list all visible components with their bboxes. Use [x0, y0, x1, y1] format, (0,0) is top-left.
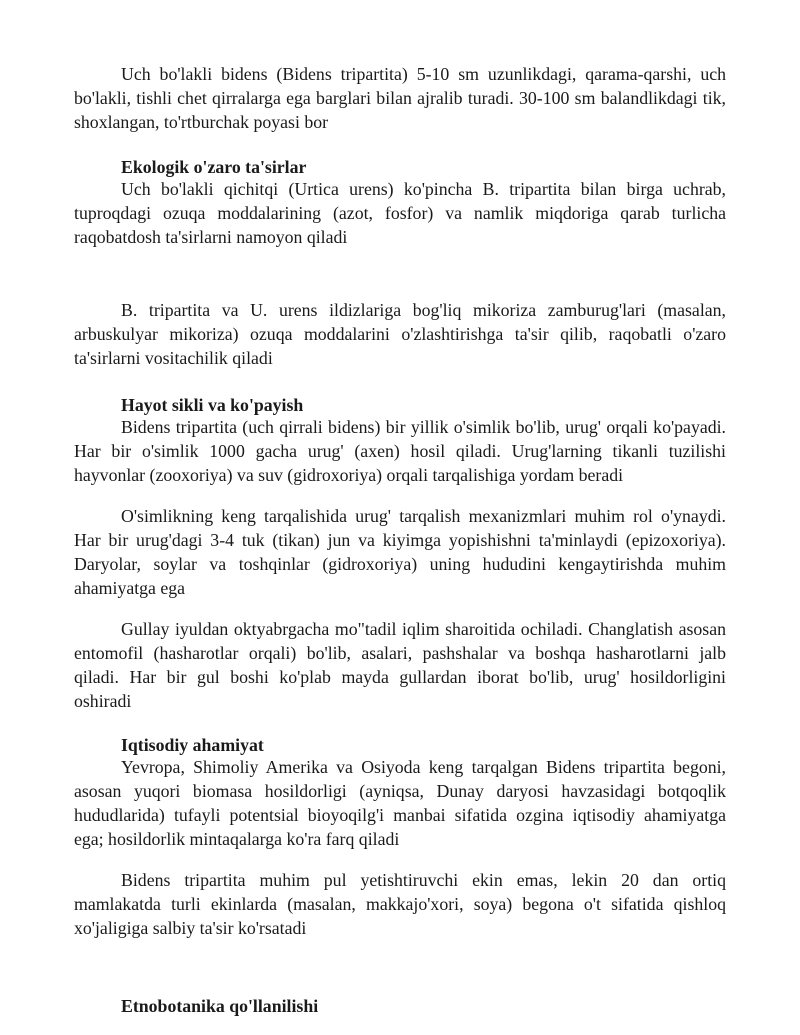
paragraph-line: xo'jaligiga salbiy ta'sir ko'rsatadi — [74, 918, 307, 938]
paragraph-line: arbuskulyar mikoriza) ozuqa moddalarini o'zlashtirishga ta'sir qilib, raqobatli o'zaro — [74, 324, 726, 344]
paragraph-line: Uch bo'lakli bidens (Bidens tripartita) 5-10 sm uzunlikdagi, qarama-qarshi, uch — [121, 64, 726, 84]
paragraph-line: oshiradi — [74, 691, 132, 711]
paragraph — [74, 755, 726, 851]
paragraph-line: Bidens tripartita muhim pul yetishtiruvchi ekin emas, lekin 20 dan ortiq — [121, 870, 726, 890]
paragraph-line: hayvonlar (zooxoriya) va suv (gidroxoriya) orqali tarqalishiga yordam beradi — [74, 465, 624, 485]
paragraph-line: Daryolar, soylar va toshqinlar (gidroxoriya) uning hududini kengaytirishda muhim — [74, 554, 726, 574]
paragraph — [74, 415, 726, 487]
paragraph-line: ta'sirlarni vositachilik qiladi — [74, 348, 273, 368]
section-heading: Iqtisodiy ahamiyat — [121, 735, 264, 755]
paragraph-line: B. tripartita va U. urens ildizlariga bog'liq mikoriza zamburug'lari (masalan, — [121, 300, 726, 320]
paragraph — [74, 868, 726, 940]
section-heading: Ekologik o'zaro ta'sirlar — [121, 157, 307, 177]
paragraph-line: tuproqdagi ozuqa moddalarining (azot, fosfor) va namlik miqdoriga qarab turlicha — [74, 203, 726, 223]
intro-paragraph — [74, 62, 726, 134]
paragraph-line: O'simlikning keng tarqalishida urug' tarqalish mexanizmlari muhim rol o'ynaydi. — [121, 506, 726, 526]
paragraph-line: Yevropa, Shimoliy Amerika va Osiyoda keng tarqalgan Bidens tripartita begoni, — [121, 757, 726, 777]
paragraph-line: Uch bo'lakli qichitqi (Urtica urens) ko'pincha B. tripartita bilan birga uchrab, — [121, 179, 726, 199]
paragraph — [74, 298, 726, 370]
paragraph-line: ega; hosildorlik mintaqalarga ko'ra farq qiladi — [74, 829, 400, 849]
paragraph-line: asosan yuqori biomasa hosildorligi (ayniqsa, Dunay daryosi havzasidagi botqoqlik — [74, 781, 726, 801]
paragraph-line: Har bir urug'dagi 3-4 tuk (tikan) jun va kiyimga yopishishni ta'minlaydi (epizoxoriya). — [74, 530, 726, 550]
paragraph-line: Har bir o'simlik 1000 gacha urug' (axen) hosil qiladi. Urug'larning tikanli tuzilishi — [74, 441, 726, 461]
paragraph — [74, 617, 726, 713]
paragraph — [74, 504, 726, 600]
section-heading: Hayot sikli va ko'payish — [121, 395, 304, 415]
paragraph-line: Bidens tripartita (uch qirrali bidens) bir yillik o'simlik bo'lib, urug' orqali ko'payadi. — [121, 417, 726, 437]
paragraph — [74, 177, 726, 249]
paragraph-line: entomofil (hasharotlar orqali) bo'lib, asalari, pashshalar va boshqa hasharotlarni jalb — [74, 643, 726, 663]
paragraph-line: ahamiyatga ega — [74, 578, 186, 598]
paragraph-line: bo'lakli, tishli chet qirralarga ega barglari bilan ajralib turadi. 30-100 sm balandlikdagi tik, — [74, 88, 726, 108]
paragraph-line: mamlakatda turli ekinlarda (masalan, makkajo'xori, soya) begona o't sifatida qishloq — [74, 894, 726, 914]
section-heading: Etnobotanika qo'llanilishi — [121, 996, 319, 1016]
paragraph-line: hududlarida) tufayli potentsial bioyoqilg'i manbai sifatida ozgina iqtisodiy ahamiyatga — [74, 805, 726, 825]
paragraph-line: shoxlangan, to'rtburchak poyasi bor — [74, 112, 329, 132]
paragraph-line: raqobatdosh ta'sirlarni namoyon qiladi — [74, 227, 348, 247]
paragraph-line: qiladi. Har bir gul boshi ko'plab mayda gullardan iborat bo'lib, urug' hosildorligini — [74, 667, 726, 687]
paragraph-line: Gullay iyuldan oktyabrgacha mo"tadil iqlim sharoitida ochiladi. Changlatish asosan — [121, 619, 726, 639]
